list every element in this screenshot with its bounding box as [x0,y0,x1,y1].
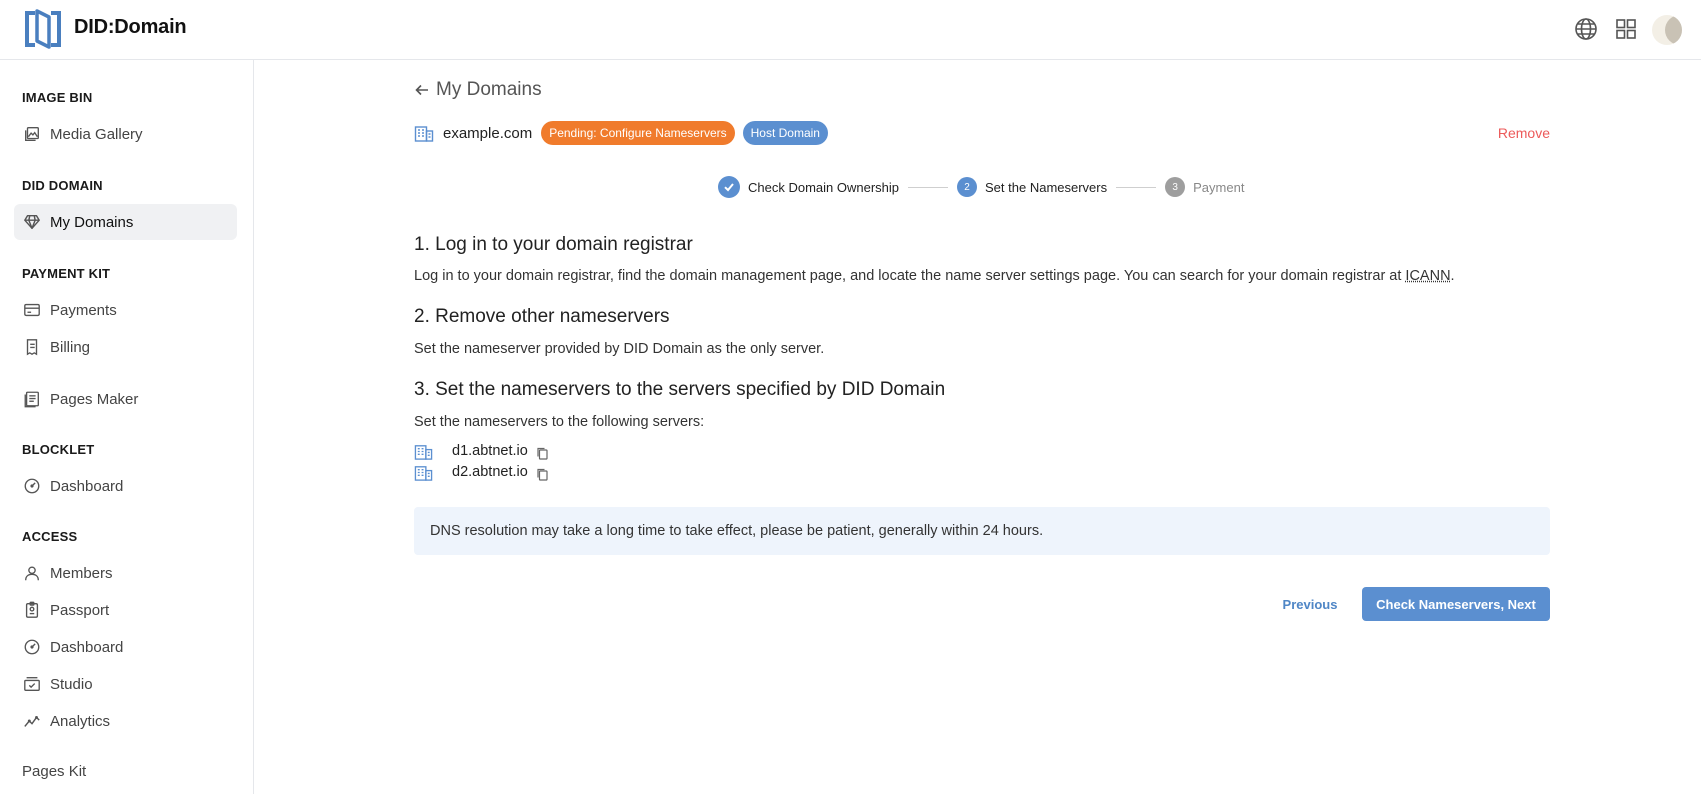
step-1-label: Check Domain Ownership [748,179,900,195]
sidebar-item-label: Media Gallery [50,125,143,143]
section-title-blocklet: BLOCKLET [22,442,95,457]
step-1-check-icon [718,176,740,198]
nameserver-row [414,462,549,482]
step3-heading: 3. Set the nameservers to the servers specified by DID Domain [414,379,946,400]
copy-icon[interactable] [536,447,549,460]
type-badge: Host Domain [743,121,828,145]
credit-card-icon [22,300,42,320]
step-3-number: 3 [1165,177,1185,197]
building-icon [414,463,433,482]
chart-line-icon [22,711,42,731]
sidebar-item-blocklet-dashboard[interactable] [14,468,237,504]
step-connector [908,187,948,188]
user-avatar[interactable] [1652,15,1682,45]
nameserver-value: d2.abtnet.io [452,464,528,480]
step3-text: Set the nameservers to the following servers: [414,414,705,430]
sidebar-item-label: Pages Maker [50,390,139,408]
sidebar-item-media-gallery[interactable] [14,116,237,152]
brand-name: DID:Domain [74,16,187,38]
receipt-icon [22,337,42,357]
sidebar-item-label: Passport [50,601,110,619]
gauge-icon [22,637,42,657]
globe-icon[interactable] [1574,17,1598,41]
sidebar-item-members[interactable] [14,555,237,591]
back-link[interactable] [414,79,542,101]
icann-link[interactable]: ICANN [1405,268,1451,284]
arrow-left-icon [414,82,430,98]
section-title-image-bin: IMAGE BIN [22,90,93,105]
app-header [0,0,1701,60]
sidebar-item-studio[interactable] [14,666,237,702]
sidebar-item-label: Dashboard [50,477,124,495]
sidebar-item-label: Studio [50,675,93,693]
nameserver-value: d1.abtnet.io [452,443,528,459]
building-icon [414,442,433,461]
diamond-icon [22,212,42,232]
sidebar-item-label: Dashboard [50,638,124,656]
sidebar-item-billing[interactable] [14,329,237,365]
apps-grid-icon[interactable] [1614,17,1638,41]
step-3-label: Payment [1193,179,1245,195]
copy-icon[interactable] [536,468,549,481]
info-alert: DNS resolution may take a long time to take effect, please be patient, generally within 24 hours. [414,507,1550,555]
previous-button[interactable]: Previous [1278,587,1342,621]
sidebar-item-passport[interactable] [14,592,237,628]
sidebar-item-label: Billing [50,338,91,356]
sidebar-item-label: Analytics [50,712,111,730]
step-connector [1116,187,1156,188]
user-icon [22,563,42,583]
nameserver-row [414,441,549,461]
sidebar-item-label: Payments [50,301,117,319]
step1-heading: 1. Log in to your domain registrar [414,234,693,255]
step2-heading: 2. Remove other nameservers [414,306,670,327]
passport-icon [22,600,42,620]
domain-row [414,120,828,146]
step-2-label: Set the Nameservers [985,179,1108,195]
back-link-label: My Domains [436,79,542,100]
stepper [718,175,1244,199]
document-icon [22,389,42,409]
section-title-did-domain: DID DOMAIN [22,178,103,193]
studio-icon [22,674,42,694]
sidebar-item-pages-kit[interactable]: Pages Kit [22,763,87,780]
status-badge: Pending: Configure Nameservers [541,121,734,145]
image-icon [22,124,42,144]
sidebar [0,60,254,794]
building-icon [414,123,434,143]
domain-name: example.com [443,124,533,142]
step1-text-body: Log in to your domain registrar, find the domain management page, and locate the name server settings page. You can search for your domain registrar at [414,268,1406,284]
sidebar-item-label: My Domains [50,213,134,231]
step2-text: Set the nameserver provided by DID Domain as the only server. [414,341,825,357]
sidebar-item-access-dashboard[interactable] [14,629,237,665]
sidebar-item-my-domains[interactable] [14,204,237,240]
gauge-icon [22,476,42,496]
step-2-number: 2 [957,177,977,197]
section-title-payment-kit: PAYMENT KIT [22,266,111,281]
check-nameservers-next-button[interactable]: Check Nameservers, Next [1362,587,1550,621]
sidebar-item-pages-maker[interactable] [14,381,237,417]
section-title-access: ACCESS [22,529,78,544]
sidebar-item-payments[interactable] [14,292,237,328]
step1-text-end: . [1450,268,1455,284]
remove-button[interactable]: Remove [1497,125,1550,141]
sidebar-item-analytics[interactable] [14,703,237,739]
did-domain-logo[interactable] [22,8,64,50]
sidebar-item-label: Members [50,564,113,582]
step1-text [414,268,1455,284]
